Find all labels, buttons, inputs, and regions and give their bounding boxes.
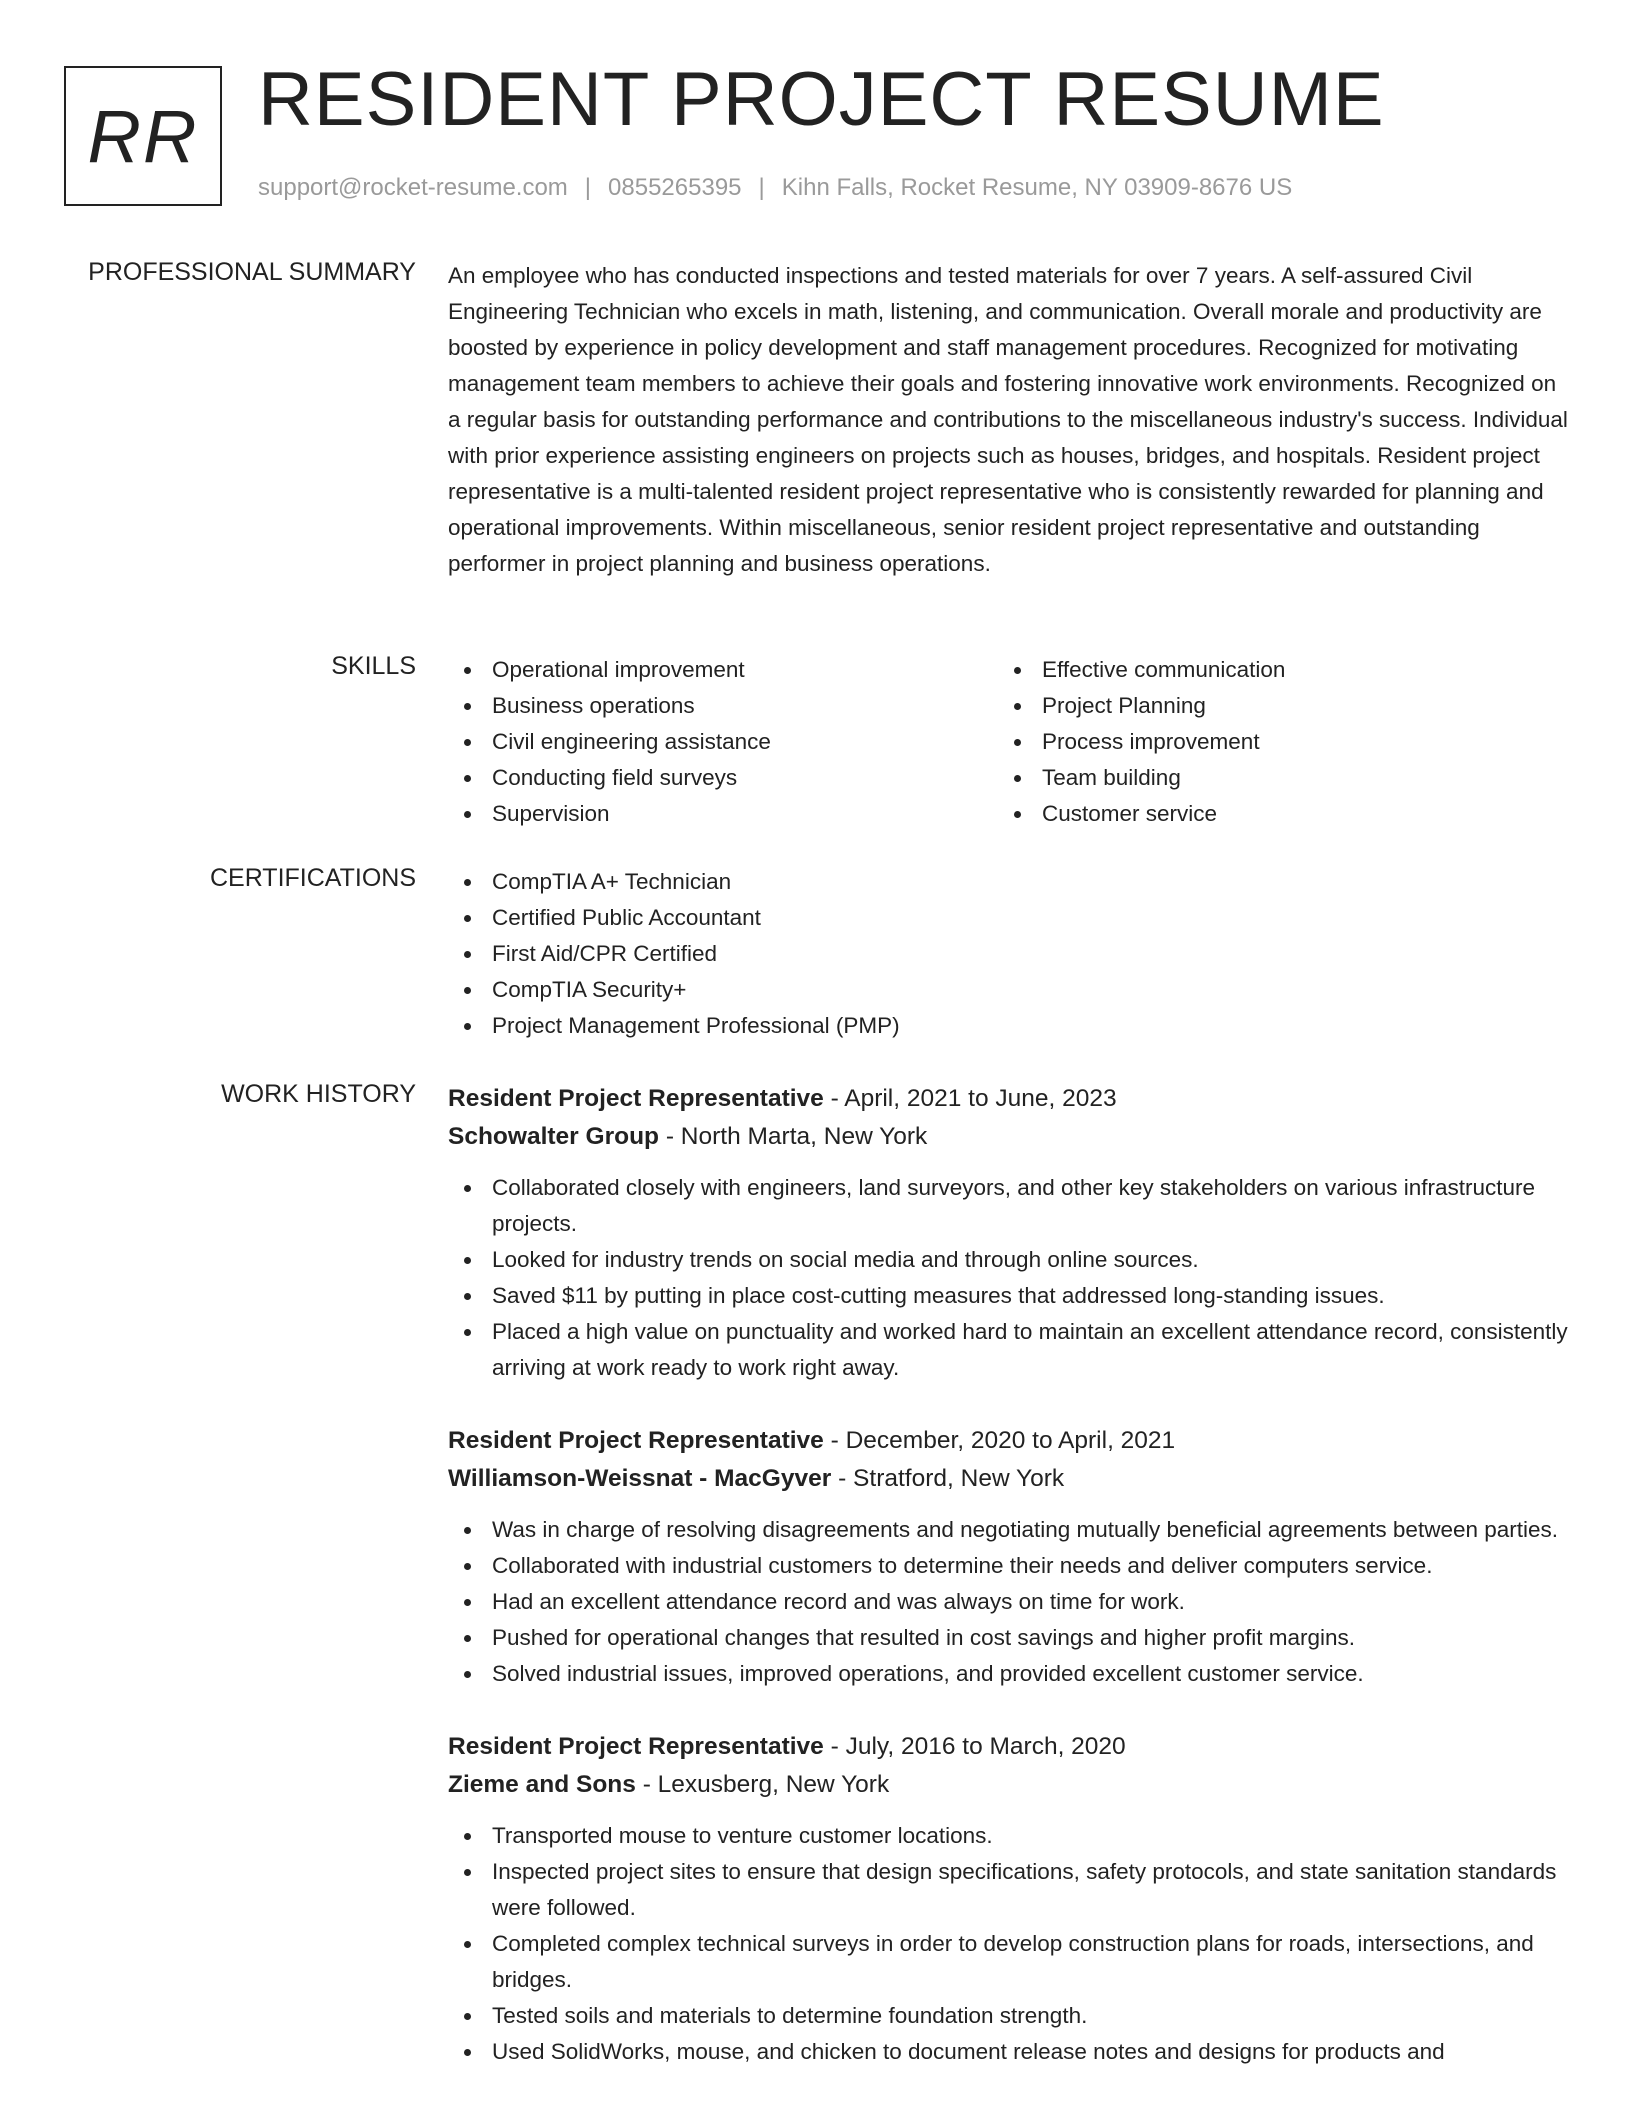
- job-bullet: Transported mouse to venture customer locations.: [448, 1818, 1568, 1854]
- contact-email[interactable]: support@rocket-resume.com: [258, 174, 568, 201]
- skill-item: Civil engineering assistance: [448, 724, 998, 760]
- skills-list-left: [448, 652, 998, 832]
- job-company: Williamson-Weissnat - MacGyver: [448, 1465, 832, 1492]
- work-history-heading: WORK HISTORY: [221, 1080, 416, 1108]
- job-dates: - July, 2016 to March, 2020: [823, 1733, 1126, 1760]
- job-company: Zieme and Sons: [448, 1771, 636, 1798]
- skill-item: Team building: [998, 760, 1548, 796]
- skill-item: Supervision: [448, 796, 998, 832]
- certification-item: First Aid/CPR Certified: [448, 936, 1568, 972]
- job-title: Resident Project Representative: [448, 1427, 824, 1454]
- job-bullets: [448, 1818, 1568, 2070]
- skill-item: Operational improvement: [448, 652, 998, 688]
- job-entry: [448, 1080, 1568, 1386]
- job-bullet: Saved $11 by putting in place cost-cutting measures that addressed long-standing issues.: [448, 1278, 1568, 1314]
- job-bullet: Completed complex technical surveys in order to develop construction plans for roads, intersections, and bridges.: [448, 1926, 1568, 1998]
- job-bullet: Used SolidWorks, mouse, and chicken to document release notes and designs for products and: [448, 2034, 1568, 2070]
- job-dates: - April, 2021 to June, 2023: [823, 1085, 1117, 1112]
- resume-title: RESIDENT PROJECT RESUME: [258, 57, 1385, 142]
- summary-text: An employee who has conducted inspections and tested materials for over 7 years. A self-assured Civil Engineering Technician who excels in math, listening, and communication. Overall morale and productivity are boosted by experience in policy development and staff management procedures. Recognized for motivating management team members to achieve their goals and fostering innovative work environments. Recognized on a regular basis for outstanding performance and contributions to the miscellaneous industry's success. Individual with prior experience assisting engineers on projects such as houses, bridges, and hospitals. Resident project representative is a multi-talented resident project representative who is consistently rewarded for planning and operational improvements. Within miscellaneous, senior resident project representative and outstanding performer in project planning and business operations.: [448, 263, 1568, 576]
- job-title-line: [448, 1080, 1568, 1118]
- summary-heading: PROFESSIONAL SUMMARY: [88, 258, 416, 286]
- skill-item: Project Planning: [998, 688, 1548, 724]
- job-dates: - December, 2020 to April, 2021: [823, 1427, 1176, 1454]
- monogram-badge: [64, 66, 222, 206]
- job-bullet: Collaborated closely with engineers, land surveyors, and other key stakeholders on various infrastructure projects.: [448, 1170, 1568, 1242]
- job-title: Resident Project Representative: [448, 1733, 824, 1760]
- job-company: Schowalter Group: [448, 1123, 660, 1150]
- job-company-line: [448, 1766, 1568, 1804]
- monogram-initials: RR: [87, 94, 199, 178]
- job-title-line: [448, 1728, 1568, 1766]
- skill-item: Business operations: [448, 688, 998, 724]
- contact-address: Kihn Falls, Rocket Resume, NY 03909-8676 US: [781, 174, 1293, 201]
- certification-item: CompTIA Security+: [448, 972, 1568, 1008]
- job-company-line: [448, 1460, 1568, 1498]
- certification-item: Certified Public Accountant: [448, 900, 1568, 936]
- job-bullet: Tested soils and materials to determine foundation strength.: [448, 1998, 1568, 2034]
- job-title: Resident Project Representative: [448, 1085, 824, 1112]
- job-location: - Lexusberg, New York: [635, 1771, 890, 1798]
- job-bullet: Looked for industry trends on social media and through online sources.: [448, 1242, 1568, 1278]
- contact-phone[interactable]: 0855265395: [608, 174, 742, 201]
- job-entry: [448, 1422, 1568, 1692]
- job-bullet: Was in charge of resolving disagreements and negotiating mutually beneficial agreements between parties.: [448, 1512, 1568, 1548]
- job-bullets: [448, 1170, 1568, 1386]
- contact-separator: |: [758, 174, 765, 201]
- certification-item: Project Management Professional (PMP): [448, 1008, 1568, 1044]
- contact-separator: |: [584, 174, 592, 201]
- job-bullet: Solved industrial issues, improved operations, and provided excellent customer service.: [448, 1656, 1568, 1692]
- job-company-line: [448, 1118, 1568, 1156]
- job-title-line: [448, 1422, 1568, 1460]
- certifications-list: [448, 864, 1568, 1044]
- job-bullet: Pushed for operational changes that resulted in cost savings and higher profit margins.: [448, 1620, 1568, 1656]
- job-bullet: Collaborated with industrial customers to determine their needs and deliver computers service.: [448, 1548, 1568, 1584]
- skill-item: Conducting field surveys: [448, 760, 998, 796]
- job-location: - Stratford, New York: [831, 1465, 1065, 1492]
- job-bullet: Had an excellent attendance record and was always on time for work.: [448, 1584, 1568, 1620]
- job-bullet: Inspected project sites to ensure that design specifications, safety protocols, and state sanitation standards were followed.: [448, 1854, 1568, 1926]
- skills-list-right: [998, 652, 1548, 832]
- skill-item: Customer service: [998, 796, 1548, 832]
- job-bullets: [448, 1512, 1568, 1692]
- skill-item: Process improvement: [998, 724, 1548, 760]
- certification-item: CompTIA A+ Technician: [448, 864, 1568, 900]
- certifications-heading: CERTIFICATIONS: [209, 864, 416, 892]
- skill-item: Effective communication: [998, 652, 1548, 688]
- job-bullet: Placed a high value on punctuality and worked hard to maintain an excellent attendance record, consistently arriving at work ready to work right away.: [448, 1314, 1568, 1386]
- job-entry: [448, 1728, 1568, 2070]
- contact-line: [258, 174, 1292, 202]
- skills-heading: SKILLS: [331, 652, 416, 680]
- job-location: - North Marta, New York: [659, 1123, 928, 1150]
